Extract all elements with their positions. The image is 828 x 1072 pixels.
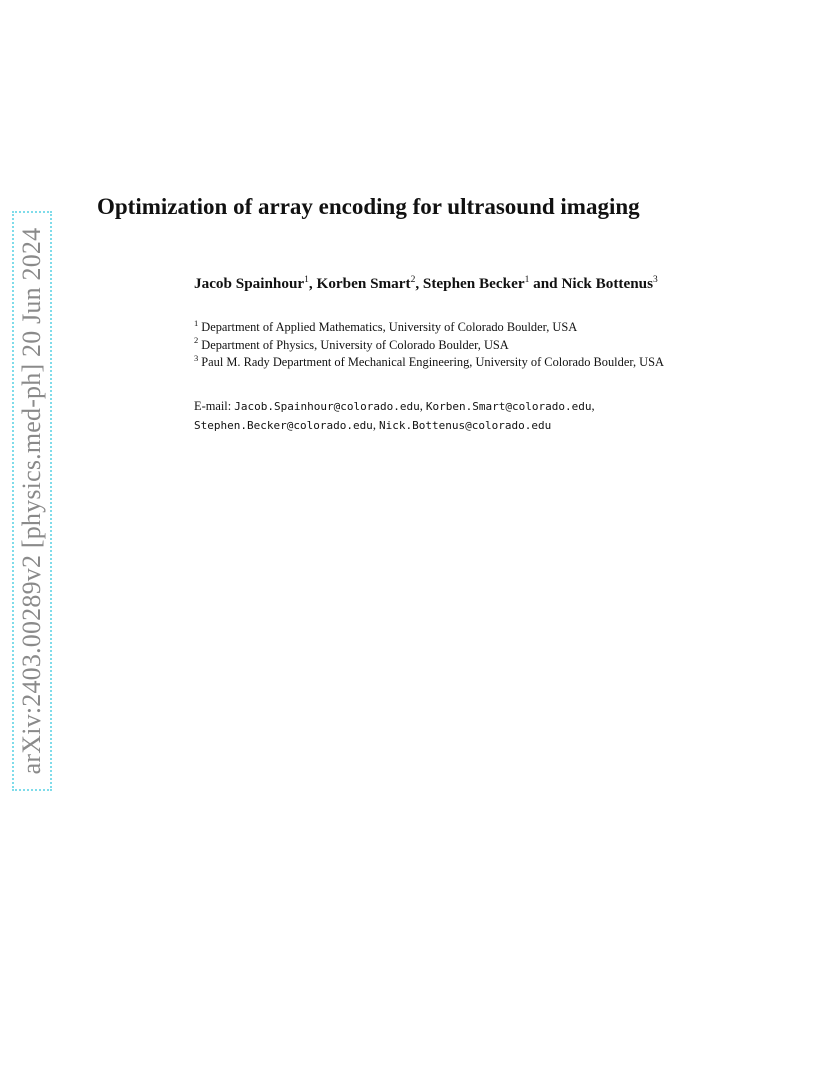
author-name: Stephen Becker: [422, 275, 525, 292]
author-separator: and: [529, 275, 562, 292]
email-link[interactable]: Korben.Smart@colorado.edu: [425, 400, 592, 413]
affiliation-text: Department of Applied Mathematics, University of Colorado Boulder, USA: [201, 320, 578, 334]
arxiv-identifier: arXiv:2403.00289v2 [physics.med-ph] 20 Jun 2024: [17, 227, 46, 775]
author-list: [194, 273, 714, 295]
affiliation-item: [194, 354, 714, 372]
email-separator: ,: [372, 418, 380, 432]
author-affiliation-mark: 1: [524, 274, 530, 285]
author-affiliation-mark: 2: [410, 274, 416, 285]
author-affiliation-mark: 1: [304, 274, 309, 285]
affiliation-mark: 1: [194, 317, 199, 328]
affiliation-list: [194, 319, 714, 372]
author-separator: ,: [308, 275, 317, 292]
author-separator: ,: [415, 275, 423, 292]
author-affiliation-mark: 3: [653, 274, 658, 285]
email-label: E-mail:: [194, 399, 232, 413]
email-separator: ,: [419, 399, 426, 413]
affiliation-mark: 2: [194, 335, 199, 346]
affiliation-text: Department of Physics, University of Colorado Boulder, USA: [201, 337, 509, 352]
affiliation-item: [194, 337, 714, 355]
email-link[interactable]: Nick.Bottenus@colorado.edu: [379, 419, 552, 432]
paper-title: Optimization of array encoding for ultrasound imaging: [97, 194, 640, 219]
author-name: Nick Bottenus: [561, 275, 653, 292]
author-name: Jacob Spainhour: [194, 275, 305, 292]
email-separator: ,: [591, 399, 595, 413]
affiliation-mark: 3: [194, 352, 199, 363]
email-block: [194, 397, 714, 435]
email-link[interactable]: Stephen.Becker@colorado.edu: [194, 419, 373, 432]
arxiv-stamp: [12, 211, 52, 791]
email-link[interactable]: Jacob.Spainhour@colorado.edu: [234, 400, 420, 413]
affiliation-text: Paul M. Rady Department of Mechanical Engineering, University of Colorado Boulder, USA: [201, 355, 664, 369]
affiliation-item: [194, 319, 714, 337]
author-name: Korben Smart: [316, 275, 411, 292]
